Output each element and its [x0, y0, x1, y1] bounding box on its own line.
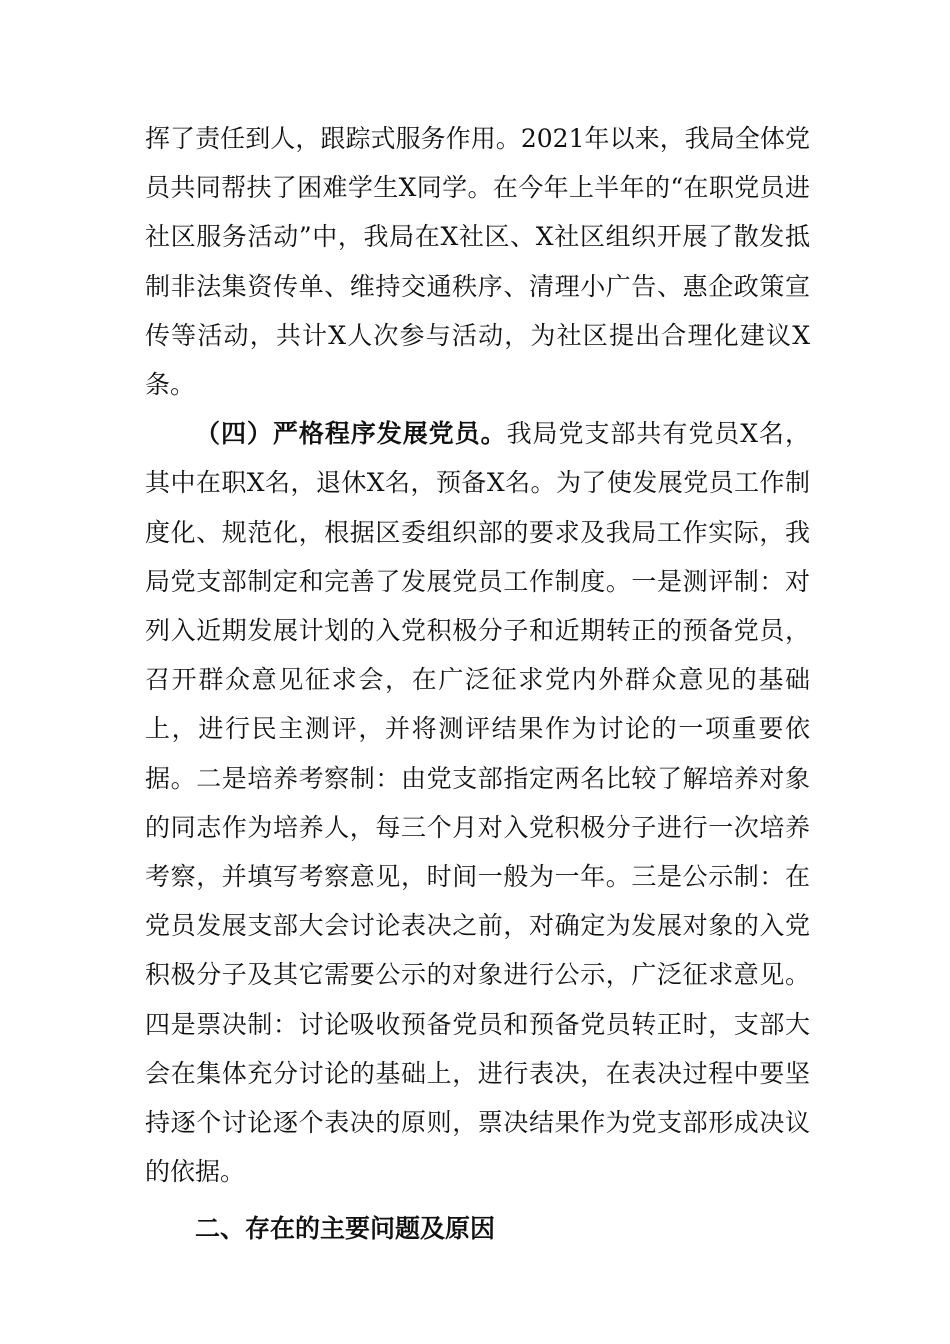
subsection-four-body: 我局党支部共有党员X名，其中在职X名，退休X名，预备X名。为了使发展党员工作制度化、规范化，根据区委组织部的要求及我局工作实际，我局党支部制定和完善了发展党员工作制度。一是测评制：对列入近期发展计划的入党积极分子和近期转正的预备党员，召开群众意见征求会，在广泛征求党内外群众意见的基础上，进行民主测评，并将测评结果作为讨论的一项重要依据。二是培养考察制：由党支部指定两名比较了解培养对象的同志作为培养人，每三个月对入党积极分子进行一次培养考察，并填写考察意见，时间一般为一年。三是公示制：在党员发展支部大会讨论表决之前，对确定为发展对象的入党积极分子及其它需要公示的对象进行公示，广泛征求意见。四是票决制：讨论吸收预备党员和预备党员转正时，支部大会在集体充分讨论的基础上，进行表决，在表决过程中要坚持逐个讨论逐个表决的原则，票决结果作为党支部形成决议的依据。	[145, 419, 810, 1187]
subsection-four-heading: （四）严格程序发展党员。	[195, 419, 507, 449]
document-body	[145, 114, 810, 1254]
paragraph-subsection-four	[145, 409, 810, 1196]
paragraph-continued: 挥了责任到人，跟踪式服务作用。2021年以来，我局全体党员共同帮扶了困难学生X同学。在今年上半年的“在职党员进社区服务活动”中，我局在X社区、X社区组织开展了散发抵制非法集资传单、维持交通秩序、清理小广告、惠企政策宣传等活动，共计X人次参与活动，为社区提出合理化建议X条。	[145, 124, 810, 400]
section-two-heading: 二、存在的主要问题及原因	[195, 1214, 496, 1244]
